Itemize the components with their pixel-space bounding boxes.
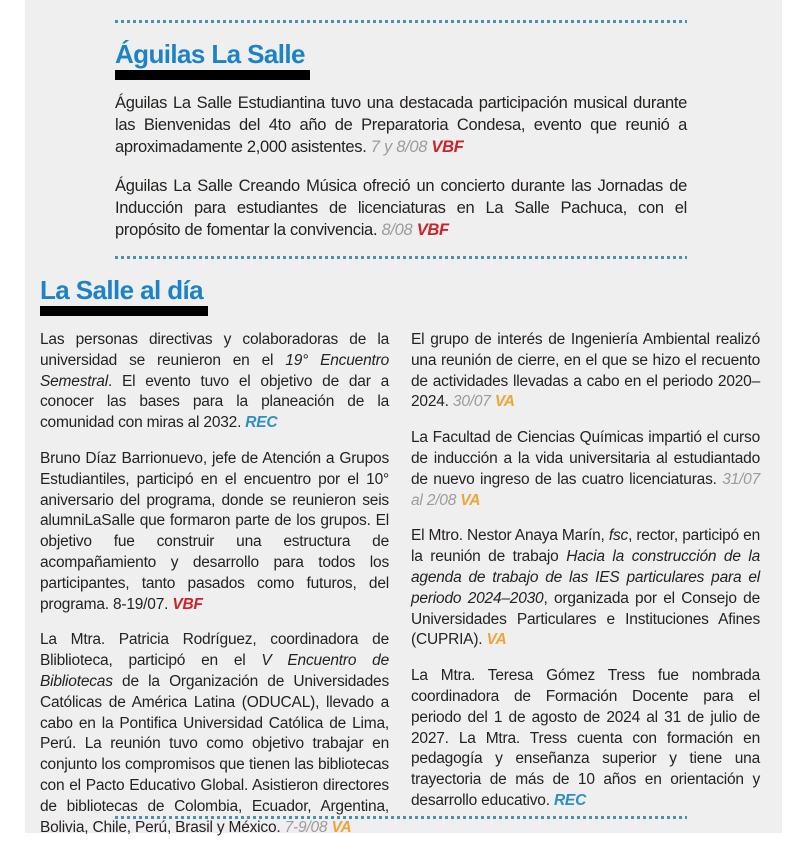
body-text: El grupo de interés de Ingeniería Ambiental realizó una reunión de cierre, en el que se hizo el recuento de actividades llevadas a cabo en el periodo 2020–2024.: [411, 331, 760, 411]
newsletter-page: [25, 0, 782, 836]
right-column: [411, 330, 760, 853]
body-text: Las personas directivas y colaboradoras de la universidad se reunieron en el: [40, 331, 389, 369]
date-label: 7-9/08: [284, 818, 332, 836]
body-text: , organizada por el Consejo de Universidades Particulares e Instituciones Afines (CUPRIA).: [411, 589, 760, 649]
section-divider-bottom: [115, 816, 687, 819]
paragraph: [115, 175, 687, 241]
date-label: 31/07 al 2/08: [411, 470, 760, 509]
italic-text: V Encuentro de Bibliotecas: [40, 652, 389, 691]
credit-vbf: VBF: [431, 138, 464, 157]
italic-text: 19° Encuentro Semestral: [40, 351, 389, 390]
credit-va: VA: [460, 491, 481, 509]
paragraph: [40, 449, 389, 615]
italic-text: Hacia la construcción de la agenda de trabajo de las IES particulares para el periodo 2024–2030: [411, 548, 760, 607]
credit-rec: REC: [245, 414, 278, 432]
credit-va: VA: [486, 631, 507, 649]
body-text: La Facultad de Ciencias Químicas impartió el curso de inducción a la vida universitaria al estudiantado de nuevo ingreso de las cuatro licenciaturas.: [411, 429, 760, 488]
credit-vbf: VBF: [172, 595, 203, 613]
paragraph: [115, 92, 687, 158]
section-aguilas-la-salle: [115, 40, 687, 258]
section-title-aguilas-la-salle: Águilas La Salle: [115, 40, 310, 80]
credit-vbf: VBF: [416, 221, 449, 240]
body-text: Bruno Díaz Barrionuevo, jefe de Atención a Grupos Estudiantiles, participó en el encuentro por el 10° aniversario del programa, donde se reunieron seis alumniLaSalle que formaron parte de los grupos. El objetivo fue construir una estructura de acompañamiento y desarrollo para todos los participantes, tanto pasados como futuros, del programa. 8-19/07.: [40, 450, 389, 613]
paragraph: [411, 330, 760, 413]
section-la-salle-al-dia: [40, 276, 782, 853]
section-title-la-salle-al-dia: La Salle al día: [40, 276, 208, 316]
body-text: Águilas La Salle Creando Música ofreció un concierto durante las Jornadas de Inducción para estudiantes de licenciaturas en La Salle Pachuca, con el propósito de fomentar la convivencia.: [115, 177, 687, 240]
paragraph: [411, 428, 760, 511]
section-aguilas-paragraphs: [115, 92, 687, 241]
section-divider-middle: [115, 256, 687, 259]
two-column-layout: [40, 330, 782, 853]
body-text: de la Organización de Universidades Católicas de América Latina (ODUCAL), llevado a cabo en la Pontifica Universidad Católica de Lima, Perú. La reunión tuvo como objetivo trabajar en conjunto los compromisos que tienen las bibliotecas con el Pacto Educativo Global. Asistieron directores de bibliotecas de Colombia, Ecuador, Argentina, Bolivia, Chile, Perú, Brasil y México.: [40, 673, 389, 836]
date-label: 7 y 8/08: [370, 138, 432, 157]
italic-text: fsc: [608, 527, 629, 545]
paragraph: [411, 666, 760, 812]
body-text: . El evento tuvo el objetivo de dar a conocer las bases para la planeación de la comunidad con miras al 2032.: [40, 372, 389, 432]
left-column: [40, 330, 389, 853]
paragraph: [411, 526, 760, 651]
credit-va: VA: [494, 393, 515, 411]
section-divider-top: [115, 20, 687, 23]
body-text: La Mtra. Patricia Rodríguez, coordinadora de Bliblioteca, participó en el: [40, 631, 389, 670]
paragraph: [40, 630, 389, 838]
credit-va: VA: [331, 818, 352, 836]
body-text: La Mtra. Teresa Gómez Tress fue nombrada coordinadora de Formación Docente para el periodo del 1 de agosto de 2024 al 31 de julio de 2027. La Mtra. Tress cuenta con formación en pedagogía y enseñanza superior y tiene una trayectoria de más de 10 años en orientación y desarrollo educativo.: [411, 667, 760, 810]
body-text: El Mtro. Nestor Anaya Marín,: [411, 527, 609, 545]
paragraph: [40, 330, 389, 434]
date-label: 30/07: [452, 393, 495, 411]
credit-rec: REC: [553, 792, 587, 810]
body-text: Águilas La Salle Estudiantina tuvo una destacada participación musical durante las Bienvenidas del 4to año de Preparatoria Condesa, evento que reunió a aproximadamente 2,000 asistentes.: [115, 94, 687, 157]
date-label: 8/08: [381, 221, 417, 240]
body-text: , rector, participó en la reunión de trabajo: [411, 527, 760, 566]
